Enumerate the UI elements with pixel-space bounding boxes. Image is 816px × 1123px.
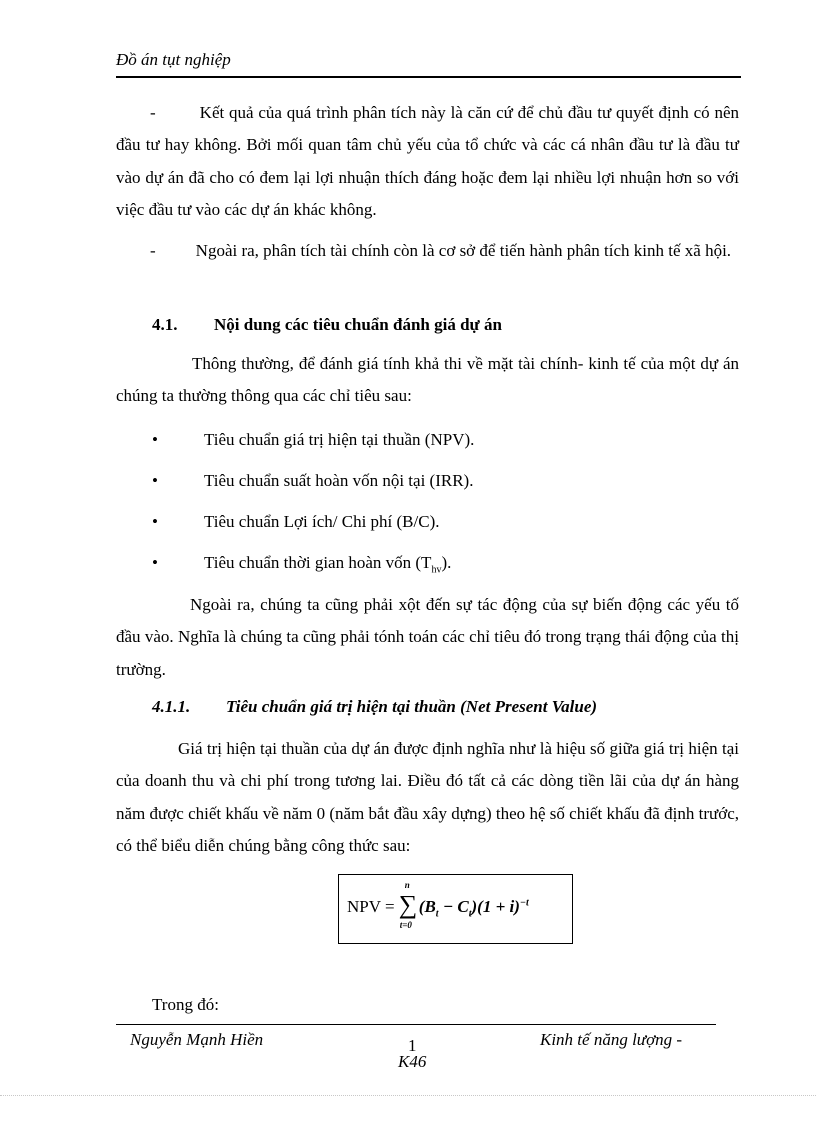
section-number: 4.1. <box>152 315 178 334</box>
page-header: Đồ án tụt nghiệp <box>116 50 231 69</box>
paragraph-criteria-intro <box>116 348 739 413</box>
subscript-b: t <box>435 908 439 920</box>
formula-box <box>338 874 573 944</box>
paragraph-analysis-result <box>116 97 739 226</box>
paragraph-text: Ngoài ra, chúng ta cũng phải xột đến sự tác động của sự biến động các yếu tố đầu vào. Nghĩa là chúng ta cũng phải tónh toán các chỉ tiêu đó trong trạng thái động của thị trường. <box>116 595 739 679</box>
page-number: 1 <box>408 1036 417 1055</box>
section-heading <box>152 315 502 335</box>
subscript-c: t <box>468 908 472 920</box>
term-c: − C <box>438 897 469 916</box>
footer-class: K46 <box>398 1052 427 1071</box>
footer-program: Kinh tế năng lượng - <box>540 1030 683 1049</box>
paragraph-other-analysis <box>116 235 739 267</box>
section-title: Nội dung các tiêu chuẩn đánh giá dự án <box>214 315 502 334</box>
dash-marker: - <box>150 241 156 260</box>
bullet-icon: • <box>152 471 158 490</box>
page-edge <box>0 1095 816 1096</box>
dash-marker: - <box>150 103 156 122</box>
subscript: hv <box>431 564 442 576</box>
list-item-npv <box>152 428 474 452</box>
list-item-text-end: ). <box>441 553 452 572</box>
footer-author: Nguyễn Mạnh Hiền <box>130 1030 264 1049</box>
list-item-payback <box>152 551 451 582</box>
bullet-icon: • <box>152 553 158 572</box>
list-item-bc <box>152 510 440 534</box>
list-item-text: Tiêu chuẩn suất hoàn vốn nội tại (IRR). <box>204 471 474 490</box>
paragraph-where: Trong đó: <box>152 995 219 1014</box>
bullet-icon: • <box>152 430 158 449</box>
sigma-icon: ∑ <box>398 890 418 920</box>
paragraph-text: Kết quả của quá trình phân tích này là căn cứ để chủ đầu tư quyết định có nên đầu tư hay không. Bởi mối quan tâm chủ yếu của tổ chức và các cá nhân đầu tư là đầu tư vào dự án đã cho có đem lại lợi nhuận thích đáng hoặc đem lại nhiều lợi nhuận hơn so với việc đầu tư vào các dự án khác không. <box>116 103 739 219</box>
exponent: −t <box>519 897 529 909</box>
paragraph-text: Giá trị hiện tại thuần của dự án được định nghĩa như là hiệu số giữa giá trị hiện tại của doanh thu và chi phí trong tương lai. Điều đó tất cả các dòng tiền lãi của dự án hàng năm được chiết khấu về năm 0 (năm bắt đầu xây dựng) theo hệ số chiết khấu đã định trước, có thể biểu diễn chúng bằng công thức sau: <box>116 739 739 855</box>
formula-expression <box>418 897 529 920</box>
term-b: (B <box>418 897 436 916</box>
paragraph-input-factors <box>116 589 739 686</box>
list-item-text: Tiêu chuẩn thời gian hoàn vốn (T <box>204 553 432 572</box>
list-item-text: Tiêu chuẩn giá trị hiện tại thuần (NPV). <box>204 430 475 449</box>
paragraph-npv-definition <box>116 733 739 862</box>
paragraph-text: Ngoài ra, phân tích tài chính còn là cơ sở để tiến hành phân tích kinh tế xã hội. <box>195 241 732 260</box>
sum-lower-limit: t=0 <box>399 920 412 931</box>
formula-lhs: NPV = <box>347 897 395 916</box>
bullet-icon: • <box>152 512 158 531</box>
subsection-title: Tiêu chuẩn giá trị hiện tại thuần (Net Present Value) <box>226 697 598 716</box>
list-item-text: Tiêu chuẩn Lợi ích/ Chi phí (B/C). <box>204 512 440 531</box>
subsection-heading <box>152 697 597 717</box>
paragraph-text: Thông thường, để đánh giá tính khả thi về mặt tài chính- kinh tế của một dự án chúng ta thường thông qua các chỉ tiêu sau: <box>116 354 739 406</box>
subsection-number: 4.1.1. <box>152 697 191 716</box>
footer-rule <box>116 1024 716 1025</box>
header-rule <box>116 76 741 78</box>
sum-symbol <box>398 880 419 931</box>
discount-factor: )(1 + i) <box>471 897 520 916</box>
list-item-irr <box>152 469 473 493</box>
npv-formula <box>347 880 529 931</box>
sum-upper-limit: n <box>404 880 410 891</box>
